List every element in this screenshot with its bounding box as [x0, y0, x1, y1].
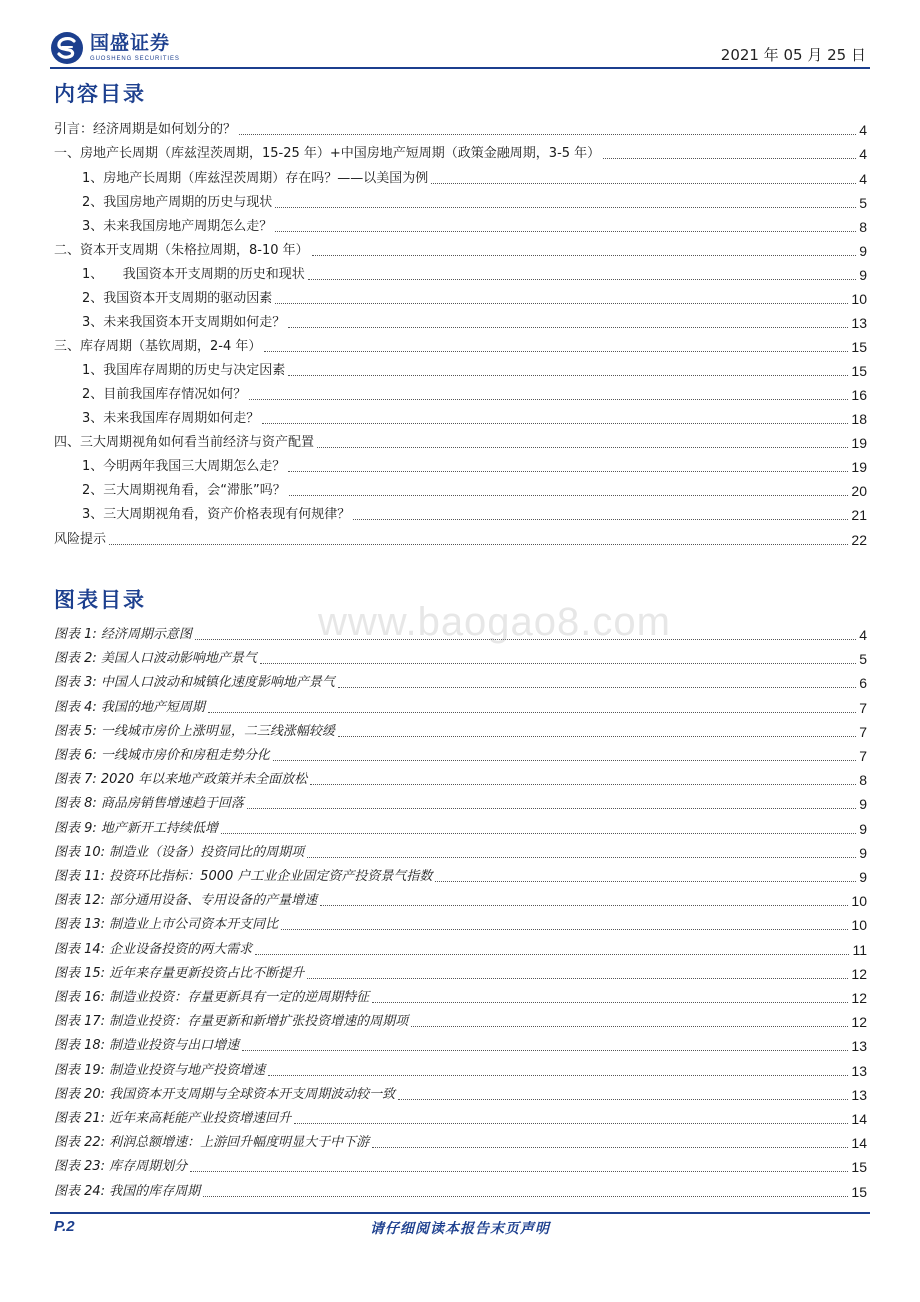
toc-entry[interactable]: [82, 313, 867, 333]
dot-leader: [262, 423, 848, 424]
dot-leader: [109, 544, 848, 545]
dot-leader: [294, 1123, 848, 1124]
toc-entry-page: 9: [859, 243, 867, 259]
toc-entry[interactable]: [82, 289, 867, 309]
toc-entry[interactable]: [82, 409, 867, 429]
dot-leader: [307, 857, 856, 858]
figure-entry-label: 图表 9: 地产新开工持续低增: [54, 820, 218, 836]
toc-entry-label: 二、资本开支周期（朱格拉周期，8-10 年）: [54, 243, 309, 258]
dot-leader: [307, 978, 848, 979]
figure-entry[interactable]: [54, 1061, 867, 1081]
header-divider: [50, 67, 870, 69]
dot-leader: [260, 663, 856, 664]
figure-entry[interactable]: [54, 964, 867, 984]
dot-leader: [273, 760, 856, 761]
figure-entry-label: 图表 7: 2020 年以来地产政策并未全面放松: [54, 772, 308, 788]
figure-entry-page: 7: [859, 723, 867, 740]
toc-entry[interactable]: [54, 144, 867, 164]
dot-leader: [317, 447, 848, 448]
dot-leader: [308, 279, 856, 280]
figure-entry[interactable]: [54, 1157, 867, 1177]
toc-entry-label: 3、未来我国库存周期如何走？: [82, 411, 260, 426]
toc-entry[interactable]: [82, 361, 867, 381]
dot-leader: [353, 519, 848, 520]
toc-entry-label: 引言：经济周期是如何划分的？: [54, 122, 237, 137]
guosheng-logo-icon: [50, 31, 84, 65]
figure-entry-page: 10: [851, 893, 867, 910]
dot-leader: [411, 1026, 848, 1027]
figure-entry[interactable]: [54, 1182, 867, 1202]
figure-entry-page: 11: [852, 941, 867, 958]
toc-entry-page: 9: [859, 267, 867, 283]
toc-entry-page: 19: [851, 435, 867, 451]
toc-title: 内容目录: [54, 82, 146, 106]
dot-leader: [320, 905, 848, 906]
toc-entry[interactable]: [54, 433, 867, 453]
figure-entry-page: 4: [859, 627, 867, 643]
figure-entry-label: 图表 15: 近年来存量更新投资占比不断提升: [54, 965, 305, 981]
toc-entry-page: 13: [851, 315, 867, 331]
figure-entry[interactable]: [54, 649, 867, 669]
toc-entry-page: 16: [851, 387, 867, 403]
dot-leader: [275, 207, 856, 208]
figure-entry-page: 7: [859, 699, 867, 716]
toc-entry-label: 2、三大周期视角看，会“滞胀”吗？: [82, 483, 286, 498]
toc-entry-page: 5: [859, 195, 867, 211]
dot-leader: [288, 375, 848, 376]
dot-leader: [249, 399, 848, 400]
figure-entry-page: 9: [859, 844, 867, 861]
figure-entry[interactable]: [54, 843, 867, 863]
toc-entry-label: 1、我国库存周期的历史与决定因素: [82, 363, 286, 378]
toc-entry-label: 风险提示: [54, 532, 107, 547]
figure-entry-page: 7: [859, 748, 867, 764]
toc-entry-label: 1、房地产长周期（库兹涅茨周期）存在吗？——以美国为例: [82, 171, 429, 186]
figures-title: 图表目录: [54, 588, 146, 612]
dot-leader: [289, 495, 849, 496]
figure-entry-page: 6: [859, 675, 867, 692]
toc-entry-page: 4: [859, 146, 867, 162]
toc-entry-page: 4: [859, 122, 867, 138]
figure-entry-label: 图表 12: 部分通用设备、专用设备的产量增速: [54, 893, 318, 909]
figure-entry-page: 14: [851, 1111, 867, 1127]
figure-entry-label: 图表 21: 近年来高耗能产业投资增速回升: [54, 1111, 292, 1126]
dot-leader: [247, 808, 856, 809]
figure-entry-label: 图表 11: 投资环比指标：5000 户工业企业固定资产投资景气指数: [54, 869, 433, 884]
toc-entry-page: 4: [859, 171, 867, 187]
toc-entry[interactable]: [82, 217, 867, 237]
logo-english: GUOSHENG SECURITIES: [90, 56, 180, 62]
figure-entry-label: 图表 14: 企业设备投资的两大需求: [54, 941, 253, 957]
figure-entry-page: 9: [859, 869, 867, 885]
toc-entry-label: 3、未来我国房地产周期怎么走？: [82, 219, 273, 234]
toc-entry-label: 三、库存周期（基钦周期，2-4 年）: [54, 339, 262, 354]
logo-wordmark: 国盛证券: [90, 32, 171, 54]
watermark: www.baogao8.com: [318, 600, 671, 644]
figure-entry-label: 图表 19: 制造业投资与地产投资增速: [54, 1062, 266, 1078]
toc-entry-page: 22: [851, 532, 867, 548]
company-logo: [50, 28, 180, 68]
toc-entry[interactable]: [54, 241, 867, 261]
toc-entry-label: 3、三大周期视角看，资产价格表现有何规律？: [82, 507, 351, 522]
figure-entry-label: 图表 8: 商品房销售增速趋于回落: [54, 796, 244, 812]
dot-leader: [221, 833, 856, 834]
figure-entry[interactable]: [54, 915, 867, 935]
figure-entry-page: 12: [851, 990, 867, 1006]
figure-entry-page: 13: [851, 1086, 867, 1103]
toc-entry[interactable]: [82, 193, 867, 213]
toc-entry-page: 8: [859, 219, 867, 235]
dot-leader: [398, 1099, 848, 1100]
dot-leader: [208, 712, 856, 713]
figure-entry[interactable]: [54, 940, 867, 960]
figure-entry-page: 12: [851, 965, 867, 982]
toc-entry-label: 一、房地产长周期（库兹涅茨周期，15-25 年）+中国房地产短周期（政策金融周期，3-5 年）: [54, 146, 601, 161]
toc-entry[interactable]: [54, 530, 867, 550]
toc-entry[interactable]: [54, 337, 867, 357]
dot-leader: [203, 1196, 848, 1197]
dot-leader: [239, 134, 856, 135]
figure-entry-label: 图表 20: 我国资本开支周期与全球资本开支周期波动较一致: [54, 1086, 396, 1102]
figure-entry-label: 图表 13: 制造业上市公司资本开支同比: [54, 917, 279, 933]
report-date: 2021 年 05 月 25 日: [720, 46, 866, 64]
dot-leader: [431, 183, 856, 184]
figure-entry[interactable]: [54, 988, 867, 1008]
dot-leader: [268, 1075, 848, 1076]
figure-entry[interactable]: [54, 1109, 867, 1129]
toc-entry[interactable]: [54, 120, 867, 140]
figure-entry[interactable]: [54, 819, 867, 839]
figure-entry[interactable]: [54, 1012, 867, 1032]
dot-leader: [288, 471, 848, 472]
toc-entry-label: 2、目前我国库存情况如何？: [82, 387, 247, 402]
figure-entry-label: 图表 5: 一线城市房价上涨明显，二三线涨幅较缓: [54, 723, 335, 739]
figure-entry-label: 图表 3: 中国人口波动和城镇化速度影响地产景气: [54, 675, 335, 691]
toc-entry[interactable]: [82, 481, 867, 501]
toc-entry-page: 20: [851, 483, 867, 499]
dot-leader: [603, 158, 856, 159]
toc-entry-page: 18: [851, 411, 867, 427]
figure-entry-label: 图表 23: 库存周期划分: [54, 1159, 188, 1175]
figure-entry-page: 15: [851, 1159, 867, 1176]
toc-entry-label: 四、三大周期视角如何看当前经济与资产配置: [54, 435, 315, 450]
figure-entry-label: 图表 16: 制造业投资：存量更新具有一定的逆周期特征: [54, 990, 370, 1005]
figure-entry-page: 9: [859, 796, 867, 813]
figure-entry-label: 图表 4: 我国的地产短周期: [54, 699, 205, 715]
figure-entry-page: 10: [851, 917, 867, 934]
figure-entry-label: 图表 22: 利润总额增速：上游回升幅度明显大于中下游: [54, 1135, 370, 1151]
dot-leader: [255, 954, 849, 955]
toc-entry[interactable]: [82, 265, 867, 285]
figure-entry-label: 图表 24: 我国的库存周期: [54, 1183, 201, 1199]
figure-entry[interactable]: [54, 770, 867, 790]
figure-entry[interactable]: [54, 673, 867, 693]
page-number: P.2: [54, 1218, 75, 1235]
toc-entry[interactable]: [82, 169, 867, 189]
figure-entry-page: 13: [851, 1062, 867, 1079]
dot-leader: [435, 881, 856, 882]
figure-entry-label: 图表 17: 制造业投资：存量更新和新增扩张投资增速的周期项: [54, 1014, 409, 1030]
disclaimer-note: 请仔细阅读本报告末页声明: [370, 1221, 550, 1237]
toc-entry-label: 1、 我国资本开支周期的历史和现状: [82, 267, 305, 282]
dot-leader: [242, 1050, 848, 1051]
figure-entry-label: 图表 6: 一线城市房价和房租走势分化: [54, 748, 270, 763]
toc-entry-page: 21: [851, 507, 867, 523]
toc-entry-label: 2、我国房地产周期的历史与现状: [82, 195, 273, 210]
figure-entry-page: 5: [859, 651, 867, 668]
figure-entry[interactable]: [54, 1133, 867, 1153]
figure-entry-page: 15: [851, 1183, 867, 1200]
figure-entry[interactable]: [54, 746, 867, 766]
dot-leader: [264, 351, 848, 352]
page-header: [50, 26, 870, 68]
dot-leader: [281, 929, 848, 930]
toc-entry-page: 10: [851, 291, 867, 307]
toc-entry-label: 3、未来我国资本开支周期如何走？: [82, 315, 286, 330]
figure-entry-label: 图表 10: 制造业（设备）投资同比的周期项: [54, 844, 305, 860]
dot-leader: [190, 1171, 848, 1172]
figure-entry-label: 图表 1: 经济周期示意图: [54, 627, 192, 642]
toc-entry-label: 2、我国资本开支周期的驱动因素: [82, 291, 273, 306]
figure-entry-label: 图表 2: 美国人口波动影响地产景气: [54, 651, 257, 667]
figure-entry-page: 14: [851, 1135, 867, 1152]
figure-entry-page: 8: [859, 772, 867, 789]
figure-entry[interactable]: [54, 794, 867, 814]
figure-entry[interactable]: [54, 1036, 867, 1056]
figure-entry[interactable]: [54, 867, 867, 887]
dot-leader: [275, 303, 848, 304]
footer-divider: [50, 1212, 870, 1214]
figure-entry[interactable]: [54, 698, 867, 718]
dot-leader: [372, 1147, 848, 1148]
dot-leader: [372, 1002, 848, 1003]
toc-entry-label: 1、今明两年我国三大周期怎么走？: [82, 459, 286, 474]
toc-entry-page: 19: [851, 459, 867, 475]
figure-entry[interactable]: [54, 722, 867, 742]
figure-entry[interactable]: [54, 891, 867, 911]
toc-entry-page: 15: [851, 363, 867, 379]
figure-entry-page: 13: [851, 1038, 867, 1055]
figure-entry[interactable]: [54, 1085, 867, 1105]
dot-leader: [310, 784, 856, 785]
toc-entry-page: 15: [851, 339, 867, 355]
dot-leader: [338, 736, 856, 737]
dot-leader: [338, 687, 856, 688]
toc-entry[interactable]: [82, 505, 867, 525]
toc-entry[interactable]: [82, 457, 867, 477]
figure-entry-label: 图表 18: 制造业投资与出口增速: [54, 1038, 240, 1054]
figure-entry-page: 12: [851, 1014, 867, 1031]
dot-leader: [288, 327, 848, 328]
toc-entry[interactable]: [82, 385, 867, 405]
dot-leader: [275, 231, 856, 232]
dot-leader: [312, 255, 857, 256]
figure-entry-page: 9: [859, 820, 867, 837]
